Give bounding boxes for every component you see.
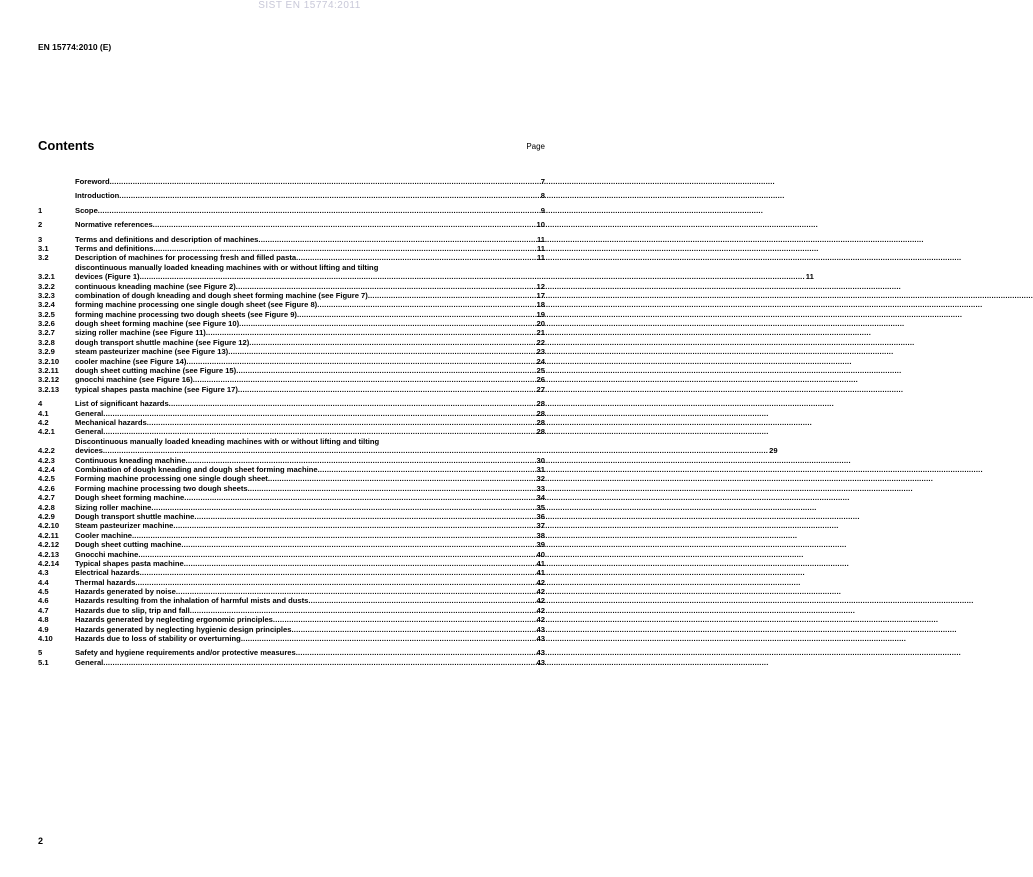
dot-leader bbox=[140, 272, 805, 281]
toc-entry[interactable] bbox=[38, 568, 545, 577]
dot-leader bbox=[153, 220, 536, 229]
toc-entry-page: 28 bbox=[536, 408, 545, 418]
toc-entry-title: typical shapes pasta machine (see Figure 17) bbox=[75, 384, 238, 394]
toc-entry-title: Cooler machine bbox=[75, 530, 132, 540]
dot-leader bbox=[308, 596, 535, 605]
toc-entry-number: 4.2.14 bbox=[38, 558, 60, 568]
toc-entry-page: 42 bbox=[536, 605, 545, 615]
dot-leader bbox=[173, 521, 535, 530]
toc-entry-title: Mechanical hazards bbox=[75, 418, 147, 427]
dot-leader bbox=[291, 625, 535, 634]
toc-entry-number: 2 bbox=[38, 220, 43, 230]
toc-entry-number: 4.2.10 bbox=[38, 521, 60, 531]
toc-entry-number: 4.8 bbox=[38, 615, 49, 625]
toc-entry-page: 40 bbox=[536, 549, 545, 559]
toc-entry-number: 4.2.6 bbox=[38, 483, 55, 493]
toc-entry[interactable] bbox=[38, 531, 545, 540]
toc-entry-number: 4.2.8 bbox=[38, 502, 55, 512]
toc-entry-title: cooler machine (see Figure 14) bbox=[75, 356, 187, 366]
toc-section-group bbox=[38, 191, 545, 200]
toc-entry-page: 43 bbox=[536, 624, 545, 634]
toc-entry-title-continued: devices (Figure 1) bbox=[75, 272, 140, 282]
toc-section-group bbox=[38, 648, 545, 667]
toc-entry-page: 42 bbox=[536, 615, 545, 625]
toc-entry[interactable] bbox=[38, 220, 545, 229]
toc-entry-page: 29 bbox=[769, 446, 778, 456]
toc-entry-page: 33 bbox=[536, 483, 545, 493]
toc-entry[interactable] bbox=[38, 244, 545, 253]
dot-leader bbox=[317, 300, 535, 309]
toc-entry-number: 3.2 bbox=[38, 253, 49, 263]
toc-entry-number: 3.2.12 bbox=[38, 375, 60, 385]
toc-entry-title: sizing roller machine (see Figure 11) bbox=[75, 328, 206, 338]
page-number: 2 bbox=[38, 836, 44, 846]
toc-entry-page: 42 bbox=[536, 596, 545, 606]
toc-entry-page: 39 bbox=[536, 540, 545, 550]
dot-leader bbox=[268, 474, 536, 483]
toc-entry-title: gnocchi machine (see Figure 16) bbox=[75, 375, 193, 385]
toc-entry-page: 7 bbox=[540, 176, 545, 186]
dot-leader bbox=[103, 409, 535, 418]
toc-entry-title: Scope bbox=[75, 205, 98, 215]
toc-entry[interactable] bbox=[38, 634, 545, 643]
dot-leader bbox=[236, 366, 535, 375]
toc-entry-number: 3.2.5 bbox=[38, 309, 55, 319]
toc-entry-page: 43 bbox=[536, 657, 545, 667]
toc-entry-number: 1 bbox=[38, 205, 43, 215]
toc-entry[interactable] bbox=[38, 474, 545, 483]
toc-entry-number: 4.1 bbox=[38, 408, 49, 418]
toc-entry[interactable] bbox=[38, 606, 545, 615]
toc-entry-number: 3.2.6 bbox=[38, 319, 55, 329]
toc-entry-title: Hazards resulting from the inhalation of harmful mists and dusts bbox=[75, 596, 309, 606]
toc-entry-title: General bbox=[75, 408, 104, 418]
watermark: SIST EN 15774:2011 bbox=[258, 0, 361, 11]
toc-entry-title: dough sheet cutting machine (see Figure 15) bbox=[75, 366, 237, 376]
toc-entry[interactable] bbox=[38, 235, 545, 244]
toc-entry-title: forming machine processing two dough sheets (see Figure 9) bbox=[75, 309, 297, 319]
toc-entry-title: General bbox=[75, 427, 104, 437]
dot-leader bbox=[138, 550, 535, 559]
page-column-label: Page bbox=[526, 142, 545, 151]
toc-entry[interactable] bbox=[38, 206, 545, 215]
toc-entry-page: 41 bbox=[536, 558, 545, 568]
table-of-contents bbox=[38, 176, 814, 672]
toc-entry[interactable] bbox=[38, 177, 545, 186]
toc-entry-page: 28 bbox=[536, 399, 545, 409]
toc-entry[interactable] bbox=[38, 262, 814, 282]
toc-section-group bbox=[38, 220, 545, 229]
toc-entry-title: Combination of dough kneading and dough sheet forming machine bbox=[75, 464, 318, 474]
dot-leader bbox=[296, 648, 536, 657]
toc-entry-title: Hazards generated by noise bbox=[75, 587, 176, 597]
toc-entry-title: Forming machine processing two dough sheets bbox=[75, 483, 248, 493]
toc-entry[interactable] bbox=[38, 615, 545, 624]
toc-entry-number: 4.10 bbox=[38, 634, 53, 644]
toc-entry-title: Hazards generated by neglecting ergonomic principles bbox=[75, 615, 273, 625]
toc-entry[interactable] bbox=[38, 282, 545, 291]
toc-entry-page: 27 bbox=[536, 384, 545, 394]
toc-entry-title: Typical shapes pasta machine bbox=[75, 558, 184, 568]
toc-entry-page: 42 bbox=[536, 587, 545, 597]
toc-entry-title: dough sheet forming machine (see Figure 10) bbox=[75, 319, 240, 329]
dot-leader bbox=[296, 253, 536, 262]
toc-entry-title: discontinuous manually loaded kneading machines with or without lifting and tilting bbox=[75, 262, 379, 272]
dot-leader bbox=[273, 615, 536, 624]
dot-leader bbox=[249, 338, 535, 347]
toc-entry[interactable] bbox=[38, 329, 545, 338]
toc-entry-number: 5.1 bbox=[38, 657, 49, 667]
toc-entry-title: Dough transport shuttle machine bbox=[75, 511, 195, 521]
toc-entry[interactable] bbox=[38, 253, 545, 262]
toc-entry-page: 37 bbox=[536, 521, 545, 531]
toc-entry-number: 4 bbox=[38, 399, 43, 409]
toc-entry-number: 3.2.9 bbox=[38, 347, 55, 357]
toc-entry-title: Dough sheet cutting machine bbox=[75, 540, 182, 550]
dot-leader bbox=[194, 512, 535, 521]
dot-leader bbox=[153, 244, 536, 253]
toc-entry-number: 3.2.13 bbox=[38, 384, 60, 394]
toc-entry-page: 35 bbox=[536, 502, 545, 512]
toc-entry[interactable] bbox=[38, 399, 545, 408]
toc-entry-title: General bbox=[75, 657, 104, 667]
toc-entry-page: 26 bbox=[536, 375, 545, 385]
toc-entry-title: dough transport shuttle machine (see Figure 12) bbox=[75, 337, 250, 347]
dot-leader bbox=[169, 399, 536, 408]
toc-entry-title: Thermal hazards bbox=[75, 577, 136, 587]
toc-entry[interactable] bbox=[38, 493, 545, 502]
toc-section-group bbox=[38, 177, 545, 186]
toc-entry-number: 3.2.2 bbox=[38, 281, 55, 291]
toc-entry-number: 4.2.13 bbox=[38, 549, 60, 559]
toc-entry[interactable] bbox=[38, 357, 545, 366]
toc-entry-title: Foreword bbox=[75, 176, 110, 186]
toc-entry-page: 42 bbox=[536, 577, 545, 587]
toc-entry[interactable] bbox=[38, 465, 545, 474]
toc-entry-page: 10 bbox=[536, 220, 545, 230]
dot-leader bbox=[228, 347, 535, 356]
toc-entry-page: 34 bbox=[536, 493, 545, 503]
toc-entry[interactable] bbox=[38, 540, 545, 549]
dot-leader bbox=[151, 503, 535, 512]
dot-leader bbox=[184, 493, 535, 502]
toc-entry[interactable] bbox=[38, 366, 545, 375]
toc-entry-number: 3.2.4 bbox=[38, 300, 55, 310]
toc-entry[interactable] bbox=[38, 191, 545, 200]
toc-entry-number: 4.2.5 bbox=[38, 474, 55, 484]
toc-entry-title: Continuous kneading machine bbox=[75, 455, 186, 465]
toc-entry-number: 4.2.12 bbox=[38, 540, 60, 550]
toc-entry-number: 4.3 bbox=[38, 568, 49, 578]
toc-entry-title: Introduction bbox=[75, 191, 120, 201]
toc-entry-number: 3.2.3 bbox=[38, 290, 55, 300]
dot-leader bbox=[318, 465, 536, 474]
toc-entry-page: 38 bbox=[536, 530, 545, 540]
toc-entry-page: 30 bbox=[536, 455, 545, 465]
dot-leader bbox=[103, 658, 535, 667]
dot-leader bbox=[181, 540, 535, 549]
toc-section-group bbox=[38, 399, 778, 644]
toc-entry-page: 11 bbox=[536, 243, 545, 253]
toc-section-group bbox=[38, 206, 545, 215]
dot-leader bbox=[98, 206, 540, 215]
toc-entry-number: 3.2.1 bbox=[38, 272, 55, 282]
toc-entry-page: 31 bbox=[536, 464, 545, 474]
dot-leader bbox=[140, 568, 536, 577]
toc-entry-number: 4.2.4 bbox=[38, 464, 55, 474]
toc-entry[interactable] bbox=[38, 512, 545, 521]
toc-entry[interactable] bbox=[38, 550, 545, 559]
dot-leader bbox=[206, 328, 536, 337]
dot-leader bbox=[186, 456, 536, 465]
toc-entry-page: 22 bbox=[536, 337, 545, 347]
toc-entry-number: 4.2.1 bbox=[38, 427, 55, 437]
toc-entry-page: 36 bbox=[536, 511, 545, 521]
dot-leader bbox=[239, 319, 535, 328]
dot-leader bbox=[176, 587, 536, 596]
toc-entry-number: 4.2.7 bbox=[38, 493, 55, 503]
toc-entry-number: 3.2.11 bbox=[38, 366, 59, 376]
dot-leader bbox=[103, 427, 535, 436]
toc-entry-title: Steam pasteurizer machine bbox=[75, 521, 174, 531]
toc-entry-page: 17 bbox=[536, 290, 545, 300]
toc-entry-page: 24 bbox=[536, 356, 545, 366]
toc-entry-number: 4.2.11 bbox=[38, 530, 59, 540]
dot-leader bbox=[132, 531, 536, 540]
toc-entry-number: 4.7 bbox=[38, 605, 49, 615]
dot-leader bbox=[147, 418, 536, 427]
toc-entry[interactable] bbox=[38, 596, 545, 605]
toc-entry-number: 3.2.8 bbox=[38, 337, 55, 347]
toc-entry-number: 4.2.2 bbox=[38, 446, 55, 456]
toc-entry-page: 19 bbox=[536, 309, 545, 319]
toc-entry-page: 41 bbox=[536, 568, 545, 578]
toc-entry-number: 4.2.3 bbox=[38, 455, 55, 465]
toc-entry-title: Electrical hazards bbox=[75, 568, 140, 578]
toc-entry-title: Gnocchi machine bbox=[75, 549, 139, 559]
toc-entry-page: 25 bbox=[536, 366, 545, 376]
toc-entry-page: 12 bbox=[536, 281, 545, 291]
toc-entry-title: Safety and hygiene requirements and/or protective measures bbox=[75, 648, 296, 658]
dot-leader bbox=[186, 357, 535, 366]
toc-entry-title: Terms and definitions bbox=[75, 243, 154, 253]
toc-entry-page: 23 bbox=[536, 347, 545, 357]
dot-leader bbox=[190, 606, 536, 615]
toc-entry[interactable] bbox=[38, 310, 545, 319]
toc-entry[interactable] bbox=[38, 648, 545, 657]
toc-entry-page: 21 bbox=[536, 328, 545, 338]
toc-entry-title: Discontinuous manually loaded kneading machines with or without lifting and tilting bbox=[75, 436, 380, 446]
dot-leader bbox=[184, 559, 536, 568]
toc-section-group bbox=[38, 234, 814, 395]
toc-entry[interactable] bbox=[38, 625, 545, 634]
toc-entry[interactable] bbox=[38, 291, 545, 300]
toc-entry-title: steam pasteurizer machine (see Figure 13) bbox=[75, 347, 229, 357]
toc-entry-title-continued: devices bbox=[75, 446, 103, 456]
toc-entry-title: continuous kneading machine (see Figure 2) bbox=[75, 281, 236, 291]
toc-entry[interactable] bbox=[38, 456, 545, 465]
toc-entry-page: 20 bbox=[536, 319, 545, 329]
toc-entry[interactable] bbox=[38, 409, 545, 418]
toc-entry-title: Terms and definitions and description of machines bbox=[75, 234, 259, 244]
toc-entry-page: 28 bbox=[536, 418, 545, 427]
toc-entry-page: 8 bbox=[540, 191, 545, 201]
dot-leader bbox=[110, 177, 540, 186]
toc-entry[interactable] bbox=[38, 418, 545, 427]
toc-entry[interactable] bbox=[38, 300, 545, 309]
dot-leader bbox=[368, 291, 536, 300]
toc-entry-title: List of significant hazards bbox=[75, 399, 169, 409]
toc-entry-page: 28 bbox=[536, 427, 545, 437]
dot-leader bbox=[135, 578, 535, 587]
toc-entry-number: 4.5 bbox=[38, 587, 49, 597]
toc-entry-title: Dough sheet forming machine bbox=[75, 493, 185, 503]
toc-entry[interactable] bbox=[38, 319, 545, 328]
contents-title: Contents bbox=[38, 138, 95, 153]
toc-entry[interactable] bbox=[38, 385, 545, 394]
toc-entry[interactable] bbox=[38, 375, 545, 384]
dot-leader bbox=[193, 375, 536, 384]
dot-leader bbox=[258, 235, 536, 244]
toc-entry[interactable] bbox=[38, 578, 545, 587]
toc-entry-page: 9 bbox=[540, 205, 545, 215]
toc-entry-title: combination of dough kneading and dough sheet forming machine (see Figure 7) bbox=[75, 290, 368, 300]
toc-entry-title: forming machine processing one single dough sheet (see Figure 8) bbox=[75, 300, 318, 310]
dot-leader bbox=[248, 484, 536, 493]
toc-entry[interactable] bbox=[38, 338, 545, 347]
dot-leader bbox=[297, 310, 536, 319]
dot-leader bbox=[119, 191, 539, 200]
toc-entry-number: 4.2.9 bbox=[38, 511, 55, 521]
toc-entry[interactable] bbox=[38, 484, 545, 493]
dot-leader bbox=[241, 634, 536, 643]
toc-entry-number: 3.1 bbox=[38, 243, 49, 253]
toc-entry-number: 3 bbox=[38, 234, 43, 244]
toc-entry-page: 43 bbox=[536, 634, 545, 644]
toc-entry-title: Hazards generated by neglecting hygienic design principles bbox=[75, 624, 292, 634]
dot-leader bbox=[103, 446, 768, 455]
toc-entry[interactable] bbox=[38, 658, 545, 667]
toc-entry-page: 11 bbox=[536, 234, 545, 244]
toc-entry[interactable] bbox=[38, 347, 545, 356]
toc-entry-page: 11 bbox=[805, 272, 814, 282]
toc-entry[interactable] bbox=[38, 436, 778, 456]
toc-entry-number: 4.6 bbox=[38, 596, 49, 606]
toc-entry[interactable] bbox=[38, 587, 545, 596]
dot-leader bbox=[236, 282, 536, 291]
toc-entry-title: Normative references bbox=[75, 220, 153, 230]
toc-entry-title: Forming machine processing one single dough sheet bbox=[75, 474, 268, 484]
toc-entry-title: Hazards due to loss of stability or overturning bbox=[75, 634, 241, 644]
toc-entry-number: 3.2.7 bbox=[38, 328, 55, 338]
toc-entry-page: 11 bbox=[536, 253, 545, 263]
toc-entry-number: 4.2 bbox=[38, 418, 49, 427]
toc-entry[interactable] bbox=[38, 559, 545, 568]
toc-entry-page: 18 bbox=[536, 300, 545, 310]
toc-entry-number: 5 bbox=[38, 648, 43, 658]
toc-entry[interactable] bbox=[38, 503, 545, 512]
toc-entry[interactable] bbox=[38, 521, 545, 530]
toc-entry-title: Hazards due to slip, trip and fall bbox=[75, 605, 190, 615]
dot-leader bbox=[238, 385, 536, 394]
toc-entry-title: Description of machines for processing fresh and filled pasta bbox=[75, 253, 297, 263]
toc-entry-page: 32 bbox=[536, 474, 545, 484]
toc-entry[interactable] bbox=[38, 427, 545, 436]
toc-entry-title: Sizing roller machine bbox=[75, 502, 152, 512]
document-id: EN 15774:2010 (E) bbox=[38, 42, 112, 52]
toc-entry-page: 43 bbox=[536, 648, 545, 658]
toc-entry-number: 4.4 bbox=[38, 577, 49, 587]
toc-entry-number: 3.2.10 bbox=[38, 356, 60, 366]
toc-entry-number: 4.9 bbox=[38, 624, 49, 634]
